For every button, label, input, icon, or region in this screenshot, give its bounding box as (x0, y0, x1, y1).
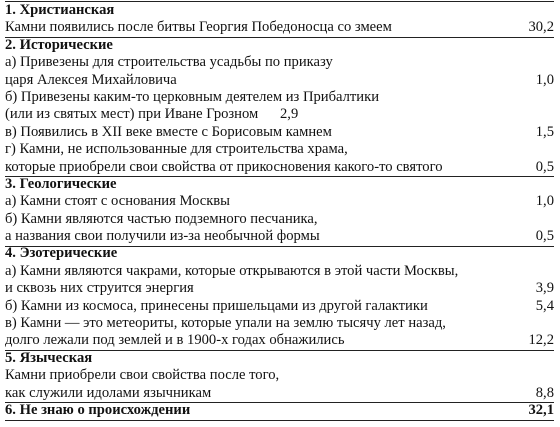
section-divider (5, 37, 554, 38)
row-label: долго лежали под землей и в 1900-х годах обнажились (5, 332, 345, 349)
origins-table (5, 2, 554, 419)
table-row (5, 106, 554, 123)
section-divider (5, 350, 554, 351)
section-divider (5, 402, 554, 403)
section-heading-row (5, 245, 554, 262)
row-value: 1,5 (535, 123, 554, 140)
row-label: как служили идолами язычникам (5, 384, 212, 401)
row-value: 32,1 (528, 401, 554, 418)
section-title: 2. Исторические (5, 36, 113, 53)
row-label: а) Камни стоят с основания Москвы (5, 193, 230, 210)
row-label: а названия свои получили из-за необычной формы (5, 228, 320, 245)
row-value: 0,5 (535, 228, 554, 245)
section-title: 6. Не знаю о происхождении (5, 401, 191, 418)
section-divider (5, 176, 554, 177)
table-row (5, 89, 554, 106)
row-value: 12,2 (528, 332, 554, 349)
table-row (5, 228, 554, 245)
table-row (5, 193, 554, 210)
table-row (5, 124, 554, 141)
row-value: 1,0 (535, 193, 554, 210)
row-value-inline: 2,9 (280, 106, 299, 123)
row-label: (или из святых мест) при Иване Грозном (5, 106, 259, 123)
row-label: а) Привезены для строительства усадьбы по приказу (5, 54, 333, 71)
table-row (5, 385, 554, 402)
row-value: 3,9 (535, 280, 554, 297)
section-heading-row (5, 350, 554, 367)
row-value: 5,4 (535, 297, 554, 314)
row-label: царя Алексея Михайловича (5, 71, 177, 88)
row-label: Камни приобрели свои свойства после того, (5, 367, 280, 384)
section-title: 1. Христианская (5, 2, 115, 18)
row-label: и сквозь них струится энергия (5, 280, 194, 297)
row-label: Камни появились после битвы Георгия Победоносца со змеем (5, 19, 392, 36)
table-row (5, 54, 554, 71)
table-row (5, 211, 554, 228)
section-heading-row (5, 176, 554, 193)
section-heading-row (5, 37, 554, 54)
table-row (5, 263, 554, 280)
table-row (5, 159, 554, 176)
row-value: 30,2 (528, 19, 554, 36)
table-bottom-rule (5, 420, 554, 421)
section-heading-row (5, 402, 554, 419)
table-row (5, 332, 554, 349)
section-title: 5. Языческая (5, 349, 93, 366)
row-label: б) Камни из космоса, принесены пришельцами из другой галактики (5, 297, 428, 314)
table-row (5, 280, 554, 297)
table-row (5, 298, 554, 315)
table-row (5, 315, 554, 332)
table-top-rule (5, 1, 554, 2)
row-label: а) Камни являются чакрами, которые открываются в этой части Москвы, (5, 262, 459, 279)
row-label: в) Камни — это метеориты, которые упали на землю тысячу лет назад, (5, 315, 446, 332)
row-value: 8,8 (535, 384, 554, 401)
row-label: г) Камни, не использованные для строительства храма, (5, 141, 348, 158)
row-label: которые приобрели свои свойства от прикосновения какого-то святого (5, 158, 443, 175)
table-row (5, 19, 554, 36)
table-row (5, 367, 554, 384)
section-title: 4. Эзотерические (5, 245, 118, 262)
section-divider (5, 246, 554, 247)
table-row (5, 141, 554, 158)
row-label: в) Появились в XII веке вместе с Борисовым камнем (5, 123, 332, 140)
row-value: 1,0 (535, 71, 554, 88)
section-title: 3. Геологические (5, 175, 117, 192)
table-row (5, 72, 554, 89)
row-value: 0,5 (535, 158, 554, 175)
row-label: б) Камни являются частью подземного песчаника, (5, 210, 318, 227)
row-label: б) Привезены каким-то церковным деятелем из Прибалтики (5, 88, 380, 105)
section-heading-row (5, 2, 554, 19)
